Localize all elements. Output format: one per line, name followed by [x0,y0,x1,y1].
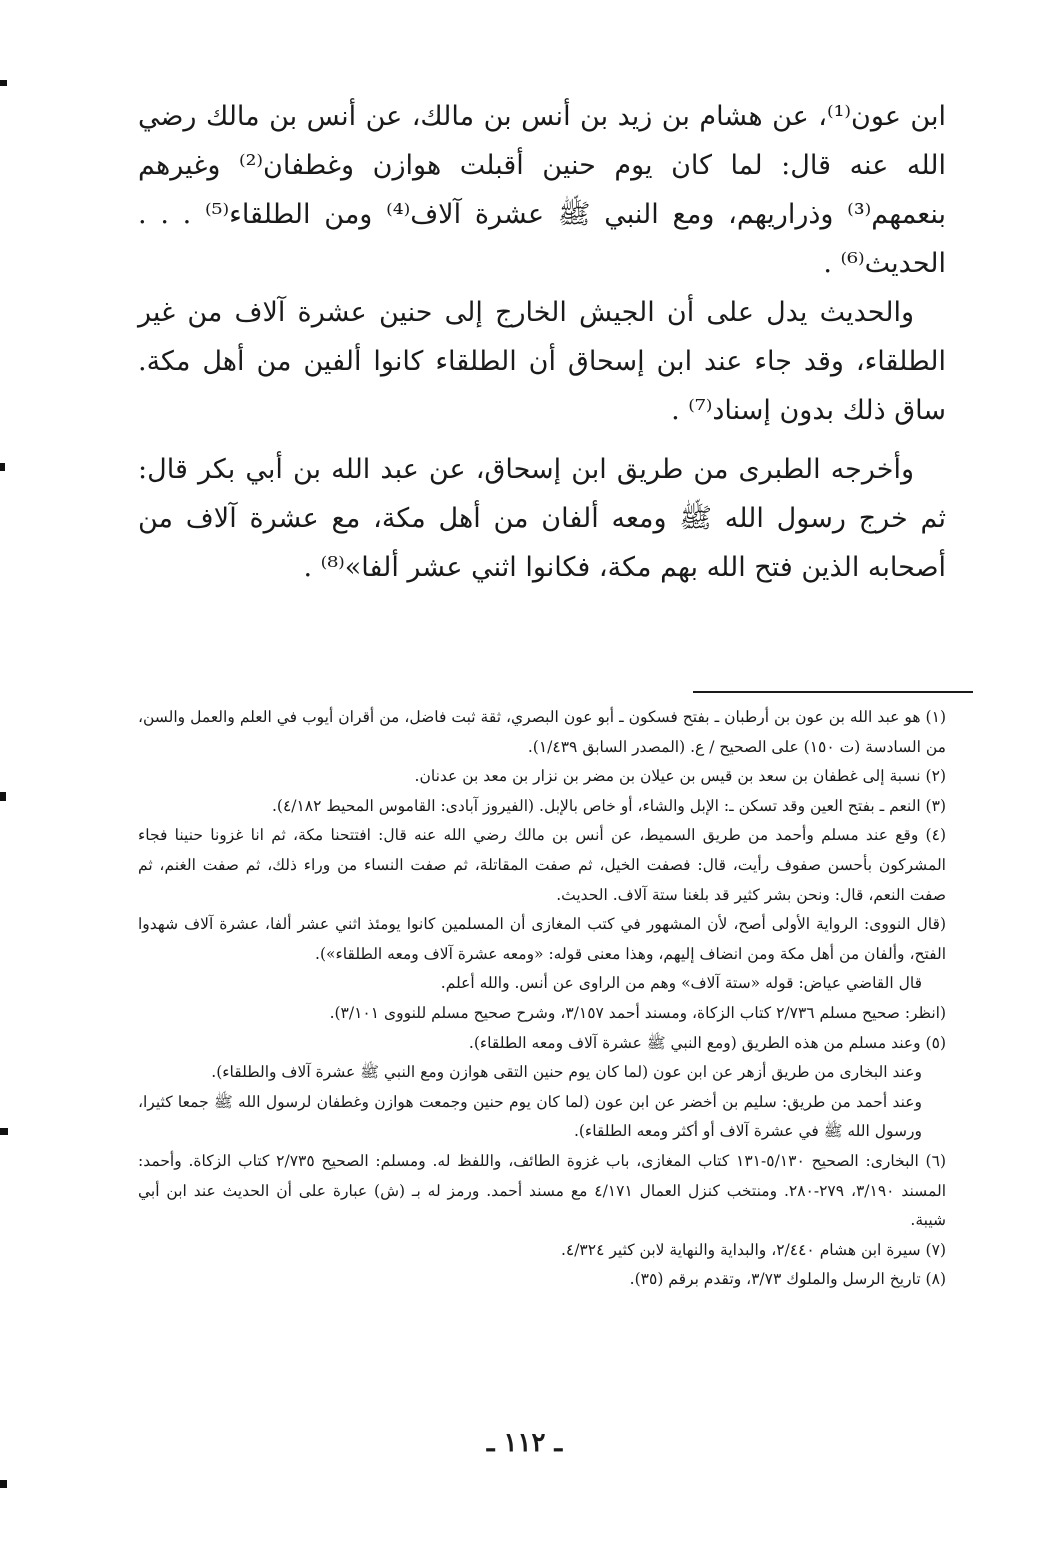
footnote: قال القاضي عياض: قوله «ستة آلاف» وهم من الراوى عن أنس. والله أعلم. [440,974,922,993]
footnote-separator [693,691,973,693]
main-paragraph: ابن عون⁽¹⁾، عن هشام بن زيد بن أنس بن مالك، عن أنس بن مالك رضي الله عنه قال: لما كان يوم حنين أقبلت هوازن وغطفان⁽²⁾ وغيرهم بنعمهم⁽³⁾ وذراريهم، ومع النبي ﷺ عشرة آلاف⁽⁴⁾ ومن الطلقاء⁽⁵⁾ . . . الحديث⁽⁶⁾ . [138,101,946,279]
footnote: (٥) وعند مسلم من هذه الطريق (ومع النبي ﷺ عشرة آلاف ومعه الطلقاء). [468,1033,946,1052]
footnote: (٣) النعم ـ بفتح العين وقد تسكن ـ: الإبل والشاء، أو خاص بالإبل. (الفيروز آبادى: القاموس المحيط ٤/١٨٢). [271,796,946,815]
footnote: وعند البخارى من طريق أزهر عن ابن عون (لما كان يوم حنين التقى هوازن ومع النبي ﷺ عشرة آلاف والطلقاء). [211,1063,922,1082]
scan-mark [0,463,5,471]
footnote: (٧) سيرة ابن هشام ٢/٤٤٠، والبداية والنهاية لابن كثير ٤/٣٢٤. [560,1240,946,1259]
scan-mark [0,1128,8,1135]
footnotes [138,703,946,1295]
footnote: وعند أحمد من طريق: سليم بن أخضر عن ابن عون (لما كان يوم حنين وجمعت هوازن وغطفان لرسول الله ﷺ جمعا كثيرا، ورسول الله ﷺ في عشرة آلاف أو أكثر ومعه الطلقاء). [138,1092,922,1141]
footnote: (٤) وقع عند مسلم وأحمد من طريق السميط، عن أنس بن مالك رضي الله عنه قال: افتتحنا مكة، ثم انا غزونا حنينا فجاء المشركون بأحسن صفوف رأيت، قال: فصفت الخيل، ثم صفت المقاتلة، ثم صفت النساء من وراء ذلك، ثم صفت الغنم، ثم صفت النعم، قال: ونحن بشر كثير قد بلغنا ستة آلاف. الحديث. [138,826,946,904]
footnote: (٦) البخارى: الصحيح ٥/١٣٠-١٣١ كتاب المغازى، باب غزوة الطائف، واللفظ له. ومسلم: الصحيح ٢/٧٣٥ كتاب الزكاة. وأحمد: المسند ٣/١٩٠، ٢٧٩-٢٨٠. ومنتخب كنزل العمال ٤/١٧١ مع مسند أحمد. ورمز له بـ (ش) عبارة على أن الحديث عند ابن أبي شيبة. [138,1151,946,1230]
scan-mark [0,1480,7,1488]
footnote: (٢) نسبة إلى غطفان بن سعد بن قيس بن عيلان بن مضر بن نزار بن معد بن عدنان. [414,767,946,786]
scan-mark [0,80,7,86]
footnote: (انظر: صحيح مسلم ٢/٧٣٦ كتاب الزكاة، ومسند أحمد ٣/١٥٧، وشرح صحيح مسلم للنووى ٣/١٠١). [329,1003,946,1022]
footnote: (٨) تاريخ الرسل والملوك ٣/٧٣، وتقدم برقم (٣٥). [629,1270,946,1289]
page-number: ـ ١١٢ ـ [486,1428,563,1458]
main-paragraph: وأخرجه الطبرى من طريق ابن إسحاق، عن عبد الله بن أبي بكر قال: ثم خرج رسول الله ﷺ ومعه ألفان من أهل مكة، مع عشرة آلاف من أصحابه الذين فتح الله بهم مكة، فكانوا اثني عشر ألفا»⁽⁸⁾ . [138,454,946,583]
footnote: (١) هو عبد الله بن عون بن أرطبان ـ بفتح فسكون ـ أبو عون البصري، ثقة ثبت فاضل، من أقران أيوب في العلم والعمل والسن، من السادسة (ت ١٥٠) على الصحيح / ع. (المصدر السابق ١/٤٣٩). [138,708,946,756]
scan-mark [0,792,6,801]
footnote: (قال النووى: الرواية الأولى أصح، لأن المشهور في كتب المغازى أن المسلمين كانوا يومئذ اثني عشر ألفا، عشرة آلاف شهدوا الفتح، وألفان من أهل مكة ومن انضاف إليهم، وهذا معنى قوله: «ومعه عشرة آلاف ومعه الطلقاء»). [138,915,946,963]
main-paragraph: والحديث يدل على أن الجيش الخارج إلى حنين عشرة آلاف من غير الطلقاء، وقد جاء عند ابن إسحاق أن الطلقاء كانوا ألفين من أهل مكة. ساق ذلك بدون إسناد⁽⁷⁾ . [138,297,946,426]
main-text [138,92,946,592]
